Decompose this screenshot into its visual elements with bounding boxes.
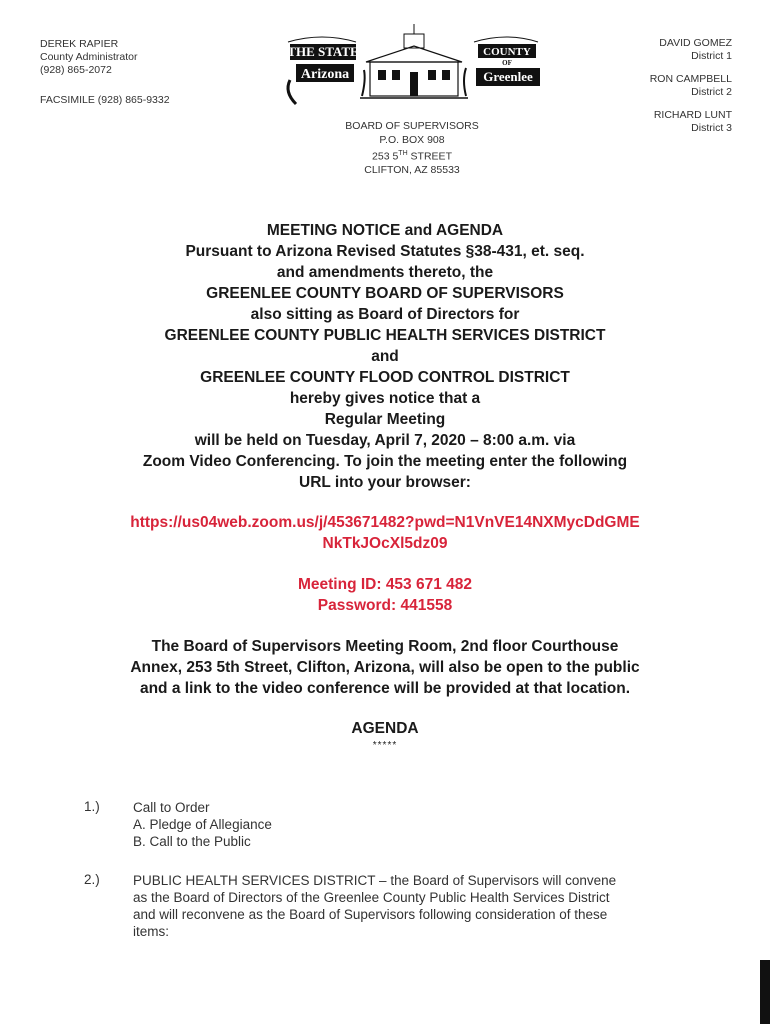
supervisor-name: RICHARD LUNT (653, 109, 732, 121)
notice-line: and amendments thereto, the (276, 264, 494, 281)
address-line-board: BOARD OF SUPERVISORS (345, 120, 479, 132)
agenda-item-number: 2.) (84, 872, 100, 887)
agenda-divider-stars: ***** (372, 740, 398, 751)
supervisor-district-3 (572, 109, 732, 135)
notice-title: MEETING NOTICE and AGENDA (266, 222, 504, 239)
notice-line: GREENLEE COUNTY FLOOD CONTROL DISTRICT (200, 369, 570, 386)
notice-line: also sitting as Board of Directors for (250, 306, 520, 323)
administrator-phone: (928) 865-2072 (40, 64, 112, 76)
zoom-url-line-2[interactable]: NkTkJOcXl5dz09 (322, 535, 448, 552)
supervisor-name: DAVID GOMEZ (659, 37, 732, 49)
agenda-item-line: and will reconvene as the Board of Supervisors following consideration of these (133, 907, 608, 922)
agenda-item-number: 1.) (84, 799, 100, 814)
agenda-subitem: B. Call to the Public (133, 834, 251, 849)
agenda-item-line: items: (133, 924, 170, 939)
notice-line: will be held on Tuesday, April 7, 2020 – 8:00 a.m. via (194, 432, 576, 449)
agenda-subitem: A. Pledge of Allegiance (133, 817, 272, 832)
meeting-notice (40, 220, 730, 493)
scan-edge-mark (760, 960, 770, 1024)
address-line-street: 253 5TH STREET (372, 150, 452, 163)
agenda-item-line: PUBLIC HEALTH SERVICES DISTRICT – the Board of Supervisors will convene (133, 873, 617, 888)
courthouse-icon (360, 24, 468, 98)
notice-line: Pursuant to Arizona Revised Statutes §38-431, et. seq. (185, 243, 585, 260)
zoom-meeting-link[interactable] (40, 512, 730, 554)
notice-line: hereby gives notice that a (289, 390, 481, 407)
agenda-heading: AGENDA (351, 720, 419, 737)
supervisor-district: District 3 (691, 122, 732, 134)
meeting-room-paragraph (40, 636, 730, 699)
supervisor-district: District 2 (691, 86, 732, 98)
notice-line: Zoom Video Conferencing. To join the meeting enter the following (142, 453, 628, 470)
seal-county-line1: COUNTY (483, 46, 531, 58)
notice-line: GREENLEE COUNTY BOARD OF SUPERVISORS (206, 285, 564, 302)
administrator-title: County Administrator (40, 51, 138, 63)
meeting-credentials (40, 574, 730, 616)
room-line: Annex, 253 5th Street, Clifton, Arizona, will also be open to the public (130, 659, 640, 676)
fax-number: FACSIMILE (928) 865-9332 (40, 94, 170, 106)
address-line-city: CLIFTON, AZ 85533 (364, 164, 460, 176)
supervisor-district: District 1 (691, 50, 732, 62)
meeting-password: Password: 441558 (317, 597, 453, 614)
meeting-id: Meeting ID: 453 671 482 (297, 576, 473, 593)
administrator-name: DEREK RAPIER (40, 38, 119, 50)
notice-line: Regular Meeting (324, 411, 446, 428)
supervisor-district-1 (572, 37, 732, 63)
supervisors-list (572, 37, 732, 145)
room-line: and a link to the video conference will be provided at that location. (139, 680, 631, 697)
administrator-block (40, 38, 240, 77)
seal-county-of: OF (502, 59, 512, 67)
seal-county-line2: Greenlee (483, 69, 533, 84)
notice-line: GREENLEE COUNTY PUBLIC HEALTH SERVICES DISTRICT (164, 327, 606, 344)
room-line: The Board of Supervisors Meeting Room, 2nd floor Courthouse (151, 638, 619, 655)
county-seal-logo (282, 20, 544, 112)
address-line-pobox: P.O. BOX 908 (379, 133, 445, 146)
supervisor-name: RON CAMPBELL (649, 73, 732, 85)
notice-line: URL into your browser: (299, 474, 471, 491)
seal-state-line2: Arizona (300, 67, 350, 82)
agenda-item-call-to-order (133, 799, 693, 850)
notice-line: and (371, 348, 399, 365)
agenda-item-title: Call to Order (133, 800, 210, 815)
supervisor-district-2 (572, 73, 732, 99)
board-address (300, 120, 524, 178)
seal-state-line1: THE STATE (287, 44, 359, 59)
agenda-item-public-health (133, 872, 693, 940)
agenda-item-line: as the Board of Directors of the Greenlee County Public Health Services District (133, 890, 610, 905)
zoom-url-line-1[interactable]: https://us04web.zoom.us/j/453671482?pwd=N1VnVE14NXMycDdGME (130, 514, 640, 531)
